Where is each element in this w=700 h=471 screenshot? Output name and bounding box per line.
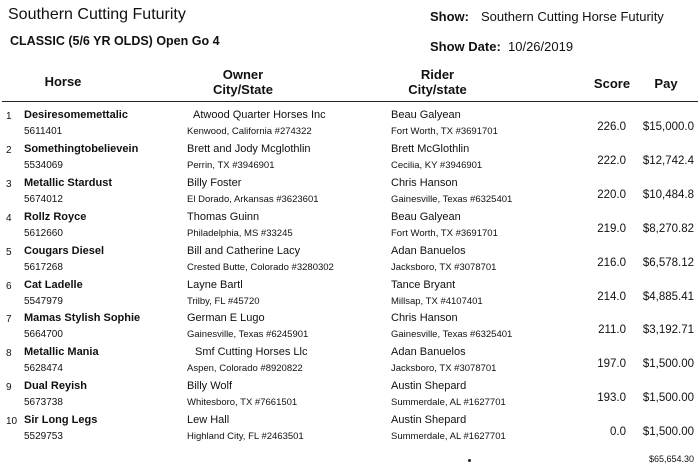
owner-name: Smf Cutting Horses Llc: [195, 346, 308, 359]
horse-registration: 5674012: [24, 193, 63, 205]
column-header-rider-line2: City/state: [408, 82, 467, 97]
show-date-label: Show Date:: [430, 39, 501, 54]
rider-name: Austin Shepard: [391, 380, 467, 393]
row-number: 8: [6, 348, 12, 360]
horse-registration: 5612660: [24, 227, 63, 239]
horse-registration: 5529753: [24, 431, 63, 443]
rider-city: Fort Worth, TX #3691701: [391, 227, 498, 239]
rider-city: Summerdale, AL #1627701: [391, 397, 506, 409]
rider-city: Gainesville, Texas #6325401: [391, 329, 513, 341]
column-header-owner-line2: City/State: [213, 82, 273, 97]
horse-name: Sir Long Legs: [24, 414, 98, 427]
table-row: [0, 141, 700, 175]
table-row: [0, 175, 700, 209]
rider-name: Chris Hanson: [391, 176, 458, 189]
header-divider: [2, 101, 698, 102]
owner-city: El Dorado, Arkansas #3623601: [187, 193, 319, 205]
score-value: 193.0: [597, 392, 626, 405]
row-number: 10: [6, 416, 18, 428]
rider-name: Adan Banuelos: [391, 346, 466, 359]
rider-name: Beau Galyean: [391, 109, 461, 121]
horse-name: Mamas Stylish Sophie: [24, 312, 141, 325]
pay-value: $6,578.12: [642, 256, 694, 269]
score-value: 220.0: [597, 188, 626, 201]
table-row: [0, 243, 700, 277]
horse-name: Cat Ladelle: [24, 278, 83, 291]
rider-name: Brett McGlothlin: [391, 142, 470, 155]
column-header-rider-line1: Rider: [420, 67, 455, 82]
owner-city: Kenwood, California #274322: [187, 126, 312, 137]
owner-name: Billy Foster: [187, 176, 242, 189]
row-number: 5: [6, 246, 12, 258]
horse-registration: 5611401: [24, 126, 63, 137]
table-row: [0, 209, 700, 243]
table-row: [0, 344, 700, 378]
horse-registration: 5547979: [24, 295, 63, 307]
owner-city: Crested Butte, Colorado #3280302: [187, 261, 334, 273]
class-name: CLASSIC (5/6 YR OLDS) Open Go 4: [10, 34, 220, 48]
row-number: 9: [6, 382, 12, 394]
horse-name: Desiresomemettalic: [24, 109, 128, 121]
rider-city: Jacksboro, TX #3078701: [391, 363, 497, 375]
table-row: [0, 412, 700, 446]
score-value: 211.0: [598, 324, 626, 337]
column-header-score: Score: [593, 76, 631, 91]
row-number: 4: [6, 212, 12, 224]
owner-name: Thomas Guinn: [187, 210, 260, 223]
row-number: 6: [6, 280, 12, 292]
column-header-rider: [380, 67, 495, 97]
score-value: 197.0: [597, 358, 626, 371]
rider-city: Jacksboro, TX #3078701: [391, 261, 497, 273]
horse-name: Cougars Diesel: [24, 244, 105, 257]
pay-value: $8,270.82: [642, 222, 694, 235]
owner-city: Trilby, FL #45720: [187, 295, 260, 307]
score-value: 0.0: [610, 426, 626, 439]
table-row: [0, 277, 700, 311]
score-value: 222.0: [597, 154, 626, 167]
horse-registration: 5628474: [24, 363, 63, 375]
column-header-pay: Pay: [654, 76, 678, 91]
table-row: [0, 107, 700, 141]
pay-value: $15,000.0: [642, 121, 694, 133]
score-value: 216.0: [597, 256, 626, 269]
horse-name: Dual Reyish: [24, 380, 87, 393]
owner-city: Whitesboro, TX #7661501: [187, 397, 298, 409]
page-title: Southern Cutting Futurity: [8, 6, 186, 23]
owner-name: Lew Hall: [187, 414, 230, 427]
horse-name: Rollz Royce: [24, 210, 87, 223]
owner-name: Atwood Quarter Horses Inc: [193, 109, 326, 121]
rider-name: Austin Shepard: [391, 414, 467, 427]
horse-registration: 5673738: [24, 397, 63, 409]
rider-name: Beau Galyean: [391, 210, 461, 223]
pay-value: $12,742.4: [642, 154, 694, 167]
show-label: Show:: [430, 9, 469, 24]
owner-city: Aspen, Colorado #8920822: [187, 363, 303, 375]
owner-city: Philadelphia, MS #33245: [187, 227, 293, 239]
rider-name: Adan Banuelos: [391, 244, 466, 257]
rider-city: Summerdale, AL #1627701: [391, 431, 506, 443]
row-number: 3: [6, 178, 12, 190]
owner-name: Billy Wolf: [187, 380, 233, 393]
pay-value: $1,500.00: [642, 426, 694, 439]
score-value: 214.0: [597, 290, 626, 303]
horse-name: Metallic Stardust: [24, 176, 113, 189]
row-number: 2: [6, 144, 12, 156]
horse-registration: 5617268: [24, 261, 63, 273]
row-number: 1: [6, 111, 12, 122]
owner-name: Layne Bartl: [187, 278, 243, 291]
rider-name: Chris Hanson: [391, 312, 458, 325]
owner-city: Highland City, FL #2463501: [187, 431, 304, 443]
pay-value: $3,192.71: [642, 324, 694, 337]
column-header-owner: [178, 67, 308, 97]
column-header-horse: Horse: [44, 74, 82, 89]
show-name: Southern Cutting Horse Futurity: [481, 9, 664, 24]
rider-city: Cecilia, KY #3946901: [391, 159, 483, 171]
rider-name: Tance Bryant: [391, 278, 456, 291]
show-date: 10/26/2019: [508, 39, 574, 54]
stray-mark: [468, 459, 471, 462]
owner-name: Brett and Jody Mcglothlin: [187, 142, 311, 155]
horse-registration: 5534069: [24, 159, 63, 171]
owner-name: Bill and Catherine Lacy: [187, 244, 301, 257]
column-header-owner-line1: Owner: [222, 67, 264, 82]
table-row: [0, 378, 700, 412]
pay-value: $10,484.8: [642, 188, 694, 201]
horse-name: Somethingtobelievein: [24, 142, 139, 155]
pay-value: $1,500.00: [642, 358, 694, 371]
owner-city: Perrin, TX #3946901: [187, 159, 275, 171]
rider-city: Millsap, TX #4107401: [391, 295, 483, 307]
owner-name: German E Lugo: [187, 312, 265, 325]
pay-value: $4,885.41: [642, 290, 694, 303]
score-value: 219.0: [597, 222, 626, 235]
horse-name: Metallic Mania: [24, 346, 99, 359]
pay-value: $1,500.00: [642, 392, 694, 405]
rider-city: Fort Worth, TX #3691701: [391, 126, 498, 137]
row-number: 7: [6, 314, 12, 326]
total-pay: $65,654.30: [648, 454, 694, 464]
rider-city: Gainesville, Texas #6325401: [391, 193, 513, 205]
score-value: 226.0: [597, 121, 626, 133]
horse-registration: 5664700: [24, 329, 63, 341]
owner-city: Gainesville, Texas #6245901: [187, 329, 309, 341]
table-row: [0, 310, 700, 344]
